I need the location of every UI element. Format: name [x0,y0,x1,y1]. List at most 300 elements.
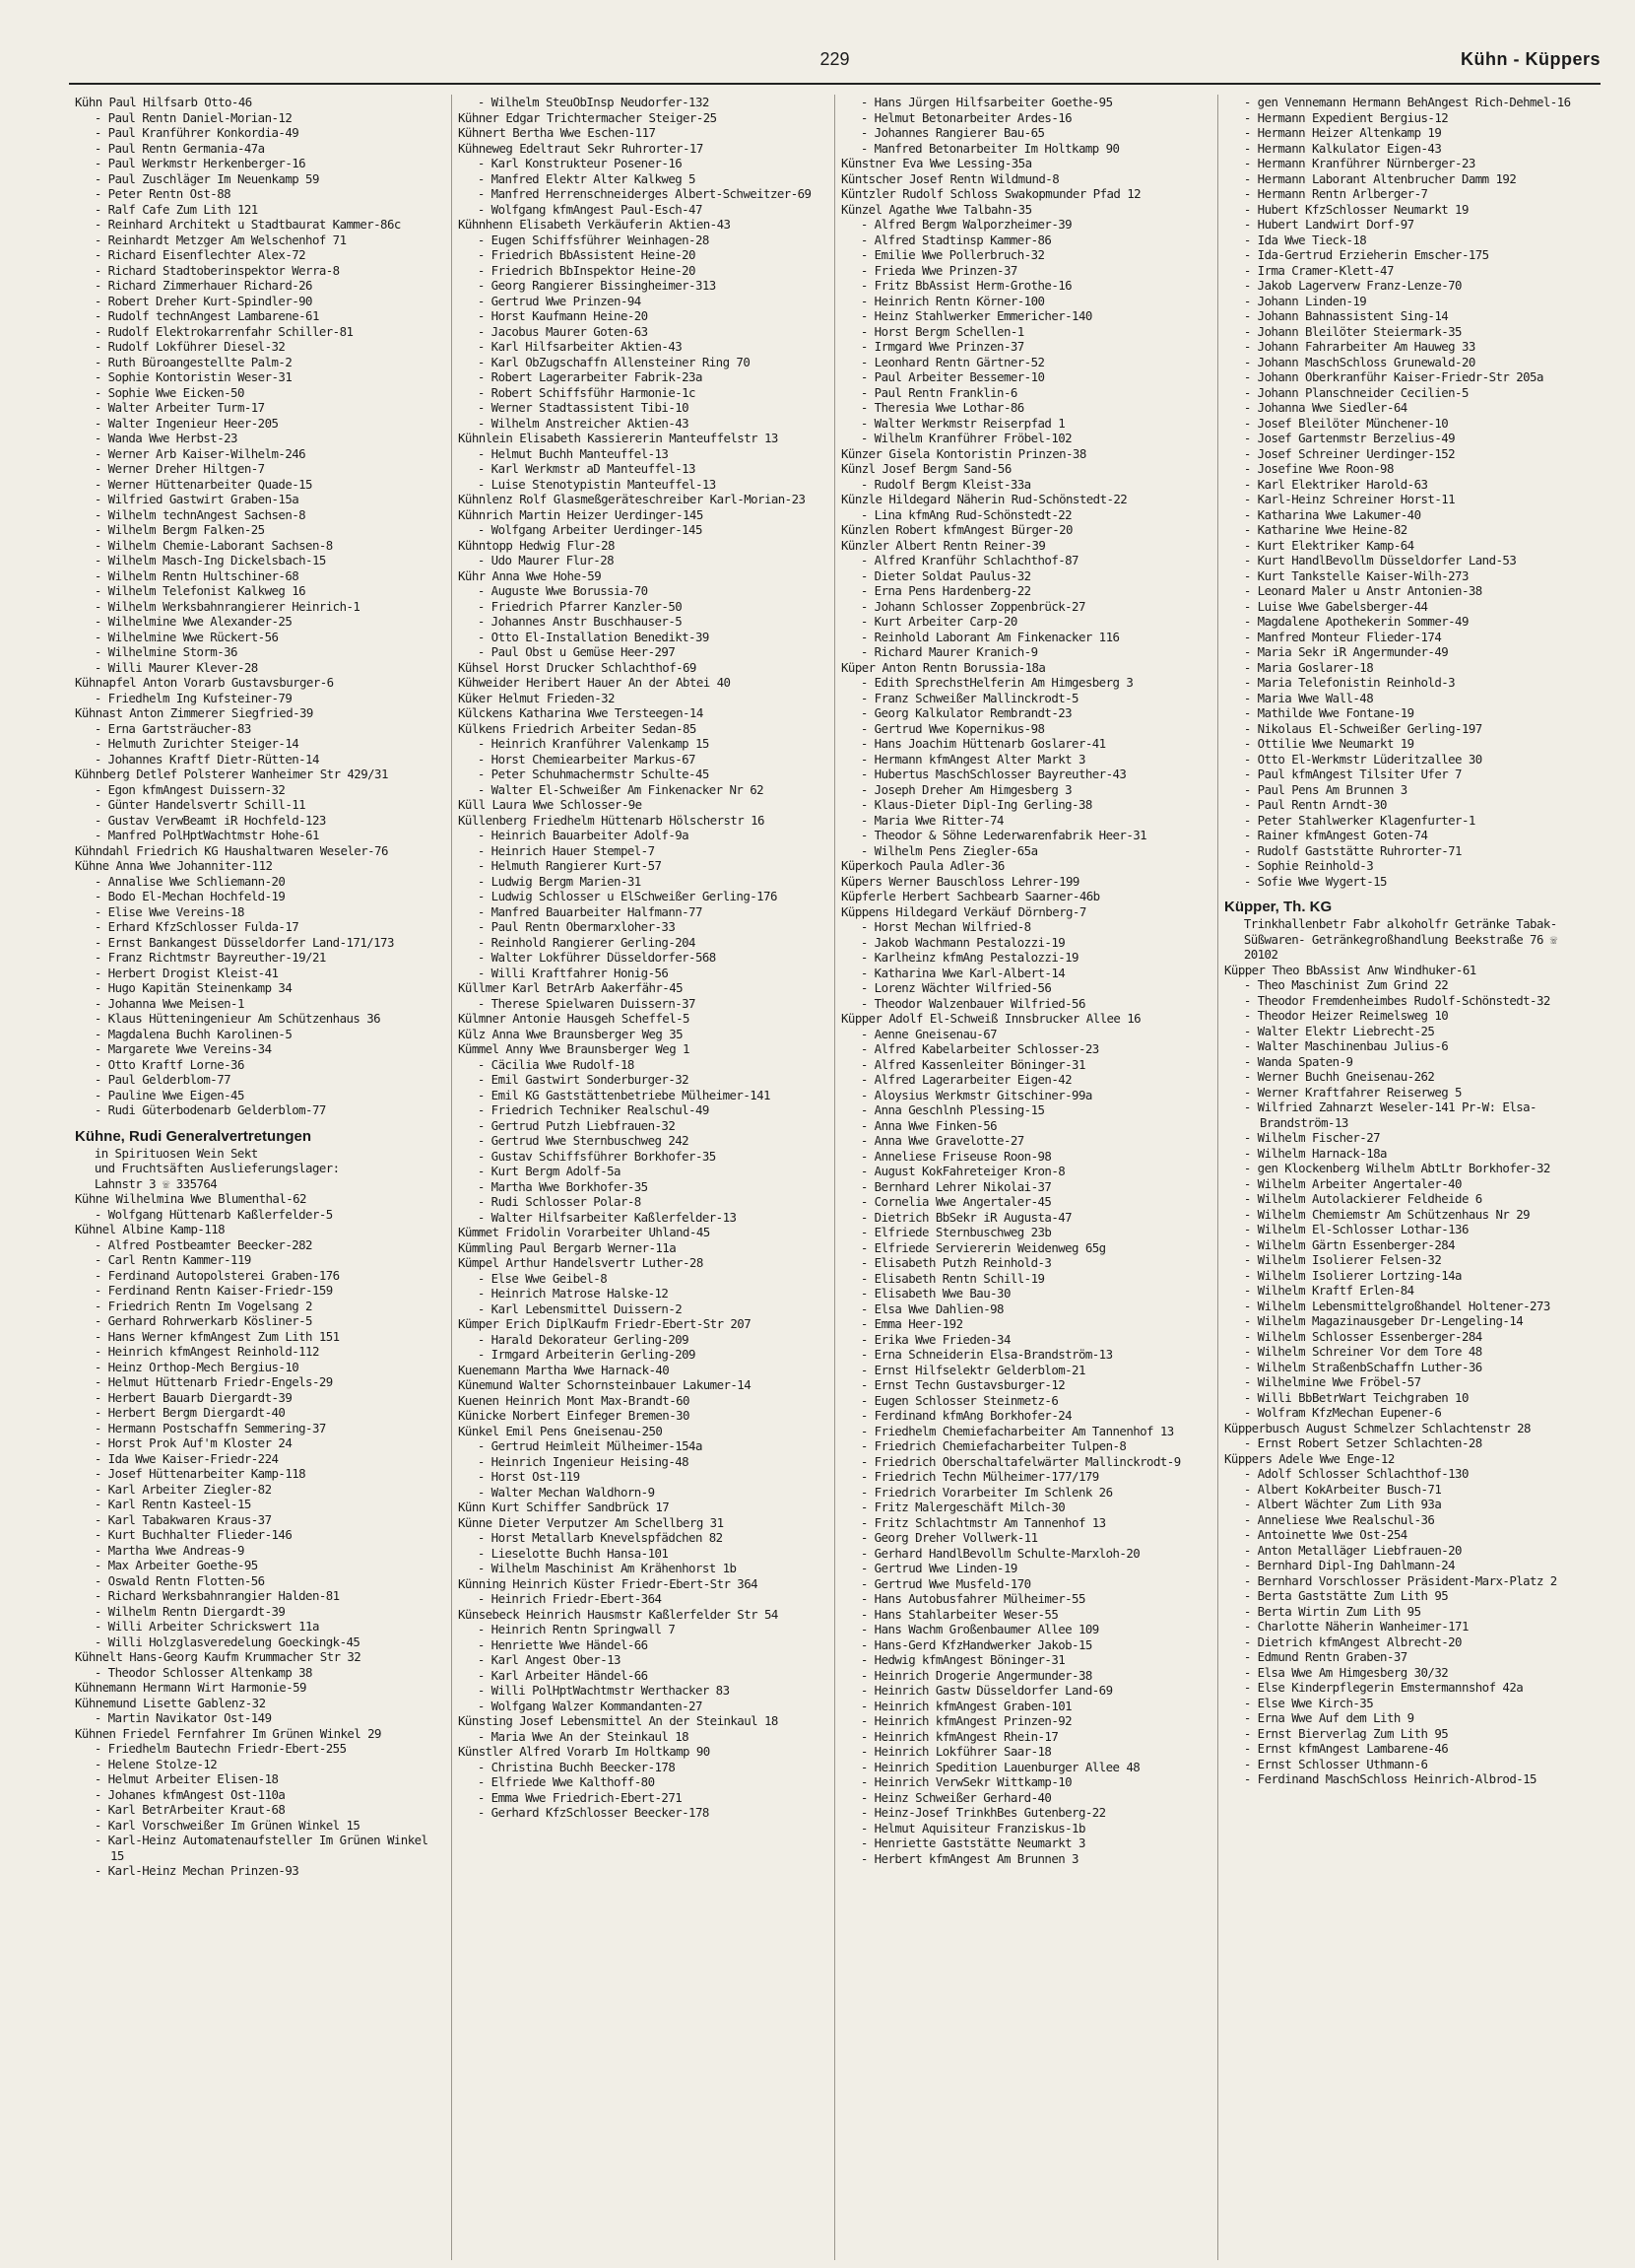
directory-entry: - Richard Eisenflechter Alex-72 [94,247,306,262]
directory-entry: - Elfriede Sternbuschweg 23b [860,1225,1052,1239]
directory-entry: - Gertrud Heimleit Mülheimer-154a [477,1438,702,1453]
directory-entry: - Wilhelm Maschinist Am Krähenhorst 1b [477,1561,737,1575]
directory-entry: - Hermann Rentn Arlberger-7 [1243,186,1428,201]
directory-entry: - Ralf Cafe Zum Lith 121 [94,201,258,217]
directory-entry: - Elisabeth Wwe Bau-30 [860,1286,1011,1301]
directory-entry: Küpferle Herbert Sachbearb Saarner-46b [841,889,1100,903]
directory-entry: - Martha Wwe Borkhofer-35 [477,1178,648,1194]
directory-entry: - Christina Buchh Beecker-178 [477,1759,676,1774]
directory-entry: Külmner Antonie Hausgeh Scheffel-5 [458,1011,689,1026]
directory-entry: Künn Kurt Schiffer Sandbrück 17 [458,1500,670,1514]
directory-entry: - Helmut Buchh Manteuffel-13 [477,445,669,461]
directory-entry: - Josef Hüttenarbeiter Kamp-118 [94,1466,306,1481]
directory-entry: Külz Anna Wwe Braunsberger Weg 35 [458,1026,684,1041]
directory-entry: - Karl Vorschweißer Im Grünen Winkel 15 [94,1817,360,1833]
directory-entry: - Emil Gastwirt Sonderburger-32 [477,1072,689,1087]
directory-entry: - Josefine Wwe Roon-98 [1243,461,1394,476]
directory-entry: - Manfred Betonarbeiter Im Holtkamp 90 [860,140,1120,156]
directory-entry: - Heinrich VerwSekr Wittkamp-10 [860,1774,1073,1789]
directory-entry: - Rudolf technAngest Lambarene-61 [94,308,319,323]
directory-entry: - Wilhelm SteuObInsp Neudorfer-132 [477,95,709,109]
directory-entry: - Hans Joachim Hüttenarb Goslarer-41 [860,736,1106,751]
directory-entry: - Gertrud Wwe Musfeld-170 [860,1575,1031,1591]
directory-entry: - Leonhard Rentn Gärtner-52 [860,354,1045,369]
directory-entry: - Karl Tabakwaren Kraus-37 [94,1511,272,1527]
directory-entry: - Wilhelm Schlosser Essenberger-284 [1243,1328,1482,1344]
directory-entry: Künne Dieter Verputzer Am Schellberg 31 [458,1514,724,1530]
directory-entry: - Otto Kraftf Lorne-36 [94,1056,244,1072]
column-1 [69,95,451,2260]
directory-entry: - Wilhelm Rentn Diergardt-39 [94,1603,286,1619]
directory-entry: - Leonard Maler u Anstr Antonien-38 [1243,583,1482,598]
directory-entry: - Jacobus Maurer Goten-63 [477,323,648,339]
directory-entry: - Friedhelm Chemiefacharbeiter Am Tannenhof 13 [860,1423,1174,1438]
directory-entry: - Charlotte Näherin Wanheimer-171 [1243,1619,1469,1634]
directory-entry: - Werner Hüttenarbeiter Quade-15 [94,476,312,492]
directory-entry: - Hans Autobusfahrer Mülheimer-55 [860,1591,1085,1606]
directory-entry: - Robert Dreher Kurt-Spindler-90 [94,293,312,308]
directory-entry: - Otto El-Installation Benedikt-39 [477,629,709,644]
directory-entry: - Ferdinand Autopolsterei Graben-176 [94,1267,340,1283]
directory-entry: - Aloysius Werkmstr Gitschiner-99a [860,1087,1092,1102]
directory-entry: - Hans Jürgen Hilfsarbeiter Goethe-95 [860,95,1113,109]
directory-entry: - Nikolaus El-Schweißer Gerling-197 [1243,720,1482,736]
directory-entry: Künstner Eva Wwe Lessing-35a [841,156,1032,170]
directory-entry: - Helene Stolze-12 [94,1756,218,1771]
directory-entry: - Johann Oberkranführ Kaiser-Friedr-Str 205a [1243,369,1543,384]
directory-entry: Kümmling Paul Bergarb Werner-11a [458,1239,677,1255]
directory-entry: - Elisabeth Putzh Reinhold-3 [860,1255,1052,1270]
directory-entry: Künkel Emil Pens Gneisenau-250 [458,1423,663,1438]
directory-entry: - Wolfgang Arbeiter Uerdinger-145 [477,522,702,537]
directory-entry: - Werner Dreher Hiltgen-7 [94,461,265,476]
directory-entry: - Gertrud Wwe Prinzen-94 [477,293,641,308]
directory-entry: - Carl Rentn Kammer-119 [94,1252,251,1267]
directory-entry: - Kurt Elektriker Kamp-64 [1243,537,1414,553]
directory-entry: - Karl-Heinz Automatenaufsteller Im Grünen Winkel 15 [94,1833,428,1863]
directory-entry: - Paul Rentn Germania-47a [94,140,265,156]
directory-entry: Kühnast Anton Zimmerer Siegfried-39 [75,705,313,720]
directory-entry: Küpper Theo BbAssist Anw Windhuker-61 [1224,962,1476,977]
directory-entry: Kümper Erich DiplKaufm Friedr-Ebert-Str 207 [458,1316,752,1331]
directory-entry: - Maria Wwe Wall-48 [1243,690,1374,705]
directory-entry: - Helmut Hüttenarb Friedr-Engels-29 [94,1374,333,1389]
advert-line: Lahnstr 3 ☏ 335764 [94,1175,218,1191]
directory-entry: - Paul kfmAngest Tilsiter Ufer 7 [1243,767,1462,781]
directory-entry: - Heinrich kfmAngest Graben-101 [860,1698,1073,1713]
directory-entry: - Heinz Schweißer Gerhard-40 [860,1789,1052,1805]
directory-entry: - Wilhelm Werksbahnrangierer Heinrich-1 [94,598,360,614]
directory-entry: - Magdalene Apothekerin Sommer-49 [1243,614,1469,629]
directory-entry: - Alfred Bergm Walporzheimer-39 [860,217,1073,232]
directory-entry: Künsebeck Heinrich Hausmstr Kaßlerfelder Str 54 [458,1606,778,1622]
directory-entry: - Johanna Wwe Meisen-1 [94,995,244,1011]
directory-entry: - gen Vennemann Hermann BehAngest Rich-Dehmel-16 [1243,95,1571,109]
directory-entry: - Eugen Schiffsführer Weinhagen-28 [477,232,709,247]
directory-entry: - Ernst Robert Setzer Schlachten-28 [1243,1435,1482,1450]
directory-entry: - Helmuth Zurichter Steiger-14 [94,736,299,751]
directory-entry: - Luise Wwe Gabelsberger-44 [1243,598,1428,614]
directory-entry: - Georg Rangierer Bissingheimer-313 [477,278,716,293]
directory-entry: - Heinrich Hauer Stempel-7 [477,842,655,858]
directory-entry: - Walter Ingenieur Heer-205 [94,415,279,431]
directory-entry: - Irma Cramer-Klett-47 [1243,262,1394,278]
directory-entry: - Wilhelm Anstreicher Aktien-43 [477,415,689,431]
directory-entry: Kümmel Anny Wwe Braunsberger Weg 1 [458,1041,689,1056]
directory-entry: Küpper Adolf El-Schweiß Innsbrucker Allee 16 [841,1011,1142,1026]
page-number: 229 [819,49,850,69]
directory-entry: - Heinrich Ingenieur Heising-48 [477,1453,689,1469]
directory-entry: - Ernst Bankangest Düsseldorfer Land-171/173 [94,934,394,950]
directory-entry: - Alfred Kabelarbeiter Schlosser-23 [860,1041,1099,1056]
directory-entry: - Paul Gelderblom-77 [94,1072,231,1087]
directory-entry: - Gustav Schiffsführer Borkhofer-35 [477,1148,716,1164]
directory-entry: Künning Heinrich Küster Friedr-Ebert-Str 364 [458,1575,758,1591]
directory-entry: - Johannes Kraftf Dietr-Rütten-14 [94,751,319,767]
directory-entry: - Helmut Aquisiteur Franziskus-1b [860,1820,1085,1835]
directory-entry: - Wolfgang Walzer Kommandanten-27 [477,1698,702,1713]
directory-entry: - Paul Zuschläger Im Neuenkamp 59 [94,170,319,186]
directory-entry: - Ernst Schlosser Uthmann-6 [1243,1756,1428,1771]
directory-entry: - Herbert kfmAngest Am Brunnen 3 [860,1850,1079,1866]
directory-entry: - Kurt Arbeiter Carp-20 [860,614,1017,629]
directory-entry: - Edith SprechstHelferin Am Himgesberg 3 [860,675,1134,690]
directory-entry: - Wilhelm Fischer-27 [1243,1130,1381,1145]
directory-entry: - Emma Heer-192 [860,1316,963,1331]
directory-entry: - Karl-Heinz Schreiner Horst-11 [1243,492,1456,506]
directory-entry: - Adolf Schlosser Schlachthof-130 [1243,1466,1469,1481]
directory-entry: - Berta Gaststätte Zum Lith 95 [1243,1588,1449,1603]
directory-entry: - Franz Schweißer Mallinckrodt-5 [860,690,1079,705]
directory-entry: - Paul Rentn Obermarxloher-33 [477,919,676,934]
directory-entry: - Horst Prok Auf'm Kloster 24 [94,1435,293,1450]
directory-entry: - Hermann Heizer Altenkamp 19 [1243,125,1442,140]
directory-entry: - Heinz-Josef TrinkhBes Gutenberg-22 [860,1805,1106,1820]
directory-entry: - Rudi Güterbodenarb Gelderblom-77 [94,1102,326,1117]
directory-entry: - Helmuth Rangierer Kurt-57 [477,858,662,873]
directory-entry: Kühn Paul Hilfsarb Otto-46 [75,95,252,109]
directory-entry: - Alfred Lagerarbeiter Eigen-42 [860,1072,1073,1087]
directory-entry: - Fritz Malergeschäft Milch-30 [860,1500,1066,1514]
directory-entry: - Aenne Gneisenau-67 [860,1026,998,1041]
directory-entry: - Pauline Wwe Eigen-45 [94,1087,244,1102]
directory-entry: - Wilhelm Isolierer Lortzing-14a [1243,1267,1462,1283]
directory-entry: - Sophie Wwe Eicken-50 [94,384,244,400]
directory-entry: Kühnlenz Rolf Glasmeßgeräteschreiber Karl-Morian-23 [458,492,806,506]
directory-entry: - Hermann Laborant Altenbrucher Damm 192 [1243,170,1517,186]
directory-entry: - Annalise Wwe Schliemann-20 [94,873,286,889]
directory-entry: - Johann MaschSchloss Grunewald-20 [1243,354,1475,369]
directory-entry: - Gerhard KfzSchlosser Beecker-178 [477,1805,709,1820]
directory-entry: - Wilhelm StraßenbSchaffn Luther-36 [1243,1359,1482,1374]
directory-entry: - Heinrich Bauarbeiter Adolf-9a [477,828,689,842]
directory-entry: Künzlen Robert kfmAngest Bürger-20 [841,522,1073,537]
directory-entry: - Max Arbeiter Goethe-95 [94,1558,258,1572]
directory-entry: - Henriette Wwe Händel-66 [477,1636,648,1652]
page-header [69,43,1601,85]
directory-entry: - Walter Hilfsarbeiter Kaßlerfelder-13 [477,1209,737,1225]
directory-entry: - Bodo El-Mechan Hochfeld-19 [94,889,286,903]
directory-entry: - Franz Richtmstr Bayreuther-19/21 [94,950,326,965]
directory-entry: - Hans Stahlarbeiter Weser-55 [860,1606,1059,1622]
directory-entry: - Berta Wirtin Zum Lith 95 [1243,1603,1421,1619]
directory-entry: - Paul Kranführer Konkordia-49 [94,125,299,140]
directory-entry: - Ruth Büroangestellte Palm-2 [94,354,293,369]
directory-entry: - Erna Gartsträucher-83 [94,720,251,736]
directory-entry: - Wilhelm Rentn Hultschiner-68 [94,567,299,583]
directory-columns [69,95,1601,2260]
directory-entry: - Heinrich Rentn Körner-100 [860,293,1045,308]
directory-entry: - Werner Kraftfahrer Reiserweg 5 [1243,1084,1462,1100]
directory-entry: - Walter Lokführer Düsseldorfer-568 [477,950,716,965]
directory-entry: - August KokFahreteiger Kron-8 [860,1164,1066,1178]
directory-entry: - Alfred Kranführ Schlachthof-87 [860,553,1079,567]
directory-entry: - Karl Hilfsarbeiter Aktien-43 [477,339,683,354]
directory-entry: - Ida Wwe Tieck-18 [1243,232,1367,247]
directory-entry: - Sophie Reinhold-3 [1243,858,1374,873]
directory-entry: - Maria Goslarer-18 [1243,659,1374,675]
directory-entry: - Manfred PolHptWachtmstr Hohe-61 [94,828,319,842]
directory-entry: - Hans-Gerd KfzHandwerker Jakob-15 [860,1636,1092,1652]
directory-entry: - Erhard KfzSchlosser Fulda-17 [94,919,299,934]
directory-entry: - Rudolf Bergm Kleist-33a [860,476,1031,492]
directory-entry: - Ernst kfmAngest Lambarene-46 [1243,1741,1449,1756]
directory-entry: - Wilhelm Chemiemstr Am Schützenhaus Nr 29 [1243,1206,1531,1222]
directory-entry: - Friedhelm Ing Kufsteiner-79 [94,690,293,705]
directory-entry: - Wilhelm Kraftf Erlen-84 [1243,1283,1414,1298]
directory-entry: - Richard Maurer Kranich-9 [860,644,1038,659]
directory-entry: - Herbert Bauarb Diergardt-39 [94,1389,293,1405]
directory-entry: - Johann Bahnassistent Sing-14 [1243,308,1449,323]
directory-entry: Küll Laura Wwe Schlosser-9e [458,797,642,812]
directory-entry: - Richard Werksbahnrangier Halden-81 [94,1588,340,1603]
directory-entry: - Peter Rentn Ost-88 [94,186,231,201]
directory-entry: - Werner Stadtassistent Tibi-10 [477,400,689,415]
directory-entry: - Wilhelm Bergm Falken-25 [94,522,265,537]
directory-entry: - Katharina Wwe Karl-Albert-14 [860,965,1066,980]
directory-entry: Kümpel Arthur Handelsvertr Luther-28 [458,1255,703,1270]
directory-entry: - Paul Rentn Daniel-Morian-12 [94,109,293,125]
directory-entry: - Theodor & Söhne Lederwarenfabrik Heer-31 [860,828,1147,842]
directory-entry: - Ernst Hilfselektr Gelderblom-21 [860,1362,1085,1377]
directory-entry: - Alfred Postbeamter Beecker-282 [94,1236,312,1252]
directory-entry: - Erna Schneiderin Elsa-Brandström-13 [860,1347,1113,1362]
directory-entry: - Oswald Rentn Flotten-56 [94,1572,265,1588]
directory-entry: - Karl Rentn Kasteel-15 [94,1497,251,1511]
directory-entry: - Reinhardt Metzger Am Welschenhof 71 [94,232,347,247]
directory-entry: - Irmgard Arbeiterin Gerling-209 [477,1347,695,1362]
directory-entry: - Wilhelm Chemie-Laborant Sachsen-8 [94,537,333,553]
directory-entry: - Lorenz Wächter Wilfried-56 [860,980,1052,995]
directory-entry: - Willi BbBetrWart Teichgraben 10 [1243,1389,1469,1405]
directory-entry: - Theodor Fremdenheimbes Rudolf-Schönstedt-32 [1243,992,1550,1008]
directory-entry: - Hermann Kalkulator Eigen-43 [1243,140,1442,156]
directory-entry: - Wilhelm Masch-Ing Dickelsbach-15 [94,553,326,567]
directory-entry: - Karl BetrArbeiter Kraut-68 [94,1802,286,1817]
directory-entry: - Friedrich Pfarrer Kanzler-50 [477,598,683,614]
directory-entry: - Anna Wwe Gravelotte-27 [860,1133,1024,1148]
directory-entry: - Wilhelm Kranführer Fröbel-102 [860,431,1073,445]
directory-entry: - Otto El-Werkmstr Lüderitzallee 30 [1243,751,1482,767]
directory-entry: - Wanda Spaten-9 [1243,1053,1353,1069]
directory-entry: - Elisabeth Rentn Schill-19 [860,1270,1045,1286]
directory-entry: - Albert Wächter Zum Lith 93a [1243,1497,1442,1511]
directory-entry: Kühnlein Elisabeth Kassiererin Manteuffelstr 13 [458,431,778,445]
directory-entry: Kühnrich Martin Heizer Uerdinger-145 [458,506,703,522]
directory-entry: Küpers Werner Bauschloss Lehrer-199 [841,873,1079,889]
directory-entry: - Wilhelm Arbeiter Angertaler-40 [1243,1175,1462,1191]
directory-entry: - Theodor Heizer Reimelsweg 10 [1243,1008,1449,1023]
directory-entry: - Henriette Gaststätte Neumarkt 3 [860,1835,1085,1850]
directory-entry: - Rudolf Gaststätte Ruhrorter-71 [1243,842,1462,858]
directory-entry: - Lieselotte Buchh Hansa-101 [477,1545,669,1561]
directory-entry: - Klaus-Dieter Dipl-Ing Gerling-38 [860,797,1092,812]
directory-entry: - Hermann kfmAngest Alter Markt 3 [860,751,1085,767]
directory-entry: - Heinrich Friedr-Ebert-364 [477,1591,662,1606]
directory-entry: - Magdalena Buchh Karolinen-5 [94,1026,293,1041]
directory-entry: Küppens Hildegard Verkäuf Dörnberg-7 [841,903,1086,919]
directory-entry: - Wilhelm Autolackierer Feldheide 6 [1243,1191,1482,1206]
directory-entry: - Johann Bleilöter Steiermark-35 [1243,323,1462,339]
directory-entry: Küperkoch Paula Adler-36 [841,858,1005,873]
directory-entry: Küllenberg Friedhelm Hüttenarb Hölscherstr 16 [458,812,764,828]
directory-entry: - Therese Spielwaren Duissern-37 [477,995,695,1011]
directory-entry: - Erna Pens Hardenberg-22 [860,583,1031,598]
directory-entry: - Anneliese Friseuse Roon-98 [860,1148,1052,1164]
directory-entry: - Eugen Schlosser Steinmetz-6 [860,1392,1059,1408]
directory-entry: - Werner Buchh Gneisenau-262 [1243,1069,1435,1084]
directory-entry: - Wilhelm Gärtn Essenberger-284 [1243,1236,1456,1252]
directory-entry: Kühnen Friedel Fernfahrer Im Grünen Winkel 29 [75,1725,381,1741]
directory-entry: - Karl ObZugschaffn Allensteiner Ring 70 [477,354,751,369]
directory-entry: - Wilhelm Lebensmittelgroßhandel Holtener-273 [1243,1298,1550,1313]
directory-entry: - Georg Dreher Vollwerk-11 [860,1530,1038,1545]
directory-entry: - Johann Planschneider Cecilien-5 [1243,384,1469,400]
directory-entry: - Elfriede Wwe Kalthoff-80 [477,1774,655,1789]
directory-entry: - Horst Bergm Schellen-1 [860,323,1024,339]
directory-entry: - Gertrud Putzh Liebfrauen-32 [477,1117,676,1133]
directory-entry: Kümmet Fridolin Vorarbeiter Uhland-45 [458,1225,710,1239]
directory-entry: - Friedrich BbAssistent Heine-20 [477,247,695,262]
directory-entry: - Reinhard Architekt u Stadtbaurat Kammer-86c [94,217,401,232]
directory-entry: - Hermann Postschaffn Semmering-37 [94,1420,326,1435]
directory-entry: - Willi Kraftfahrer Honig-56 [477,965,669,980]
directory-entry: - Irmgard Wwe Prinzen-37 [860,339,1024,354]
directory-entry: - Wilhelm Harnack-18a [1243,1145,1387,1161]
directory-entry: - Johann Linden-19 [1243,293,1367,308]
directory-entry: - Rudolf Elektrokarrenfahr Schiller-81 [94,323,354,339]
directory-entry: Kühnert Bertha Wwe Eschen-117 [458,125,656,140]
directory-entry: - Dietrich BbSekr iR Augusta-47 [860,1209,1073,1225]
directory-entry: - Heinrich Spedition Lauenburger Allee 48 [860,1759,1141,1774]
directory-entry: Küllmer Karl BetrArb Aakerfähr-45 [458,980,684,995]
directory-entry: - Robert Lagerarbeiter Fabrik-23a [477,369,702,384]
directory-entry: - Josef Gartenmstr Berzelius-49 [1243,431,1456,445]
directory-entry: - Gertrud Wwe Sternbuschweg 242 [477,1133,689,1148]
advert-line: und Fruchtsäften Auslieferungslager: [94,1161,340,1175]
directory-entry: - Walter Werkmstr Reiserpfad 1 [860,415,1066,431]
directory-entry: Kuenemann Martha Wwe Harnack-40 [458,1362,670,1377]
directory-entry: - Maria Sekr iR Angermunder-49 [1243,644,1449,659]
directory-entry: - Harald Dekorateur Gerling-209 [477,1331,689,1347]
directory-entry: - Mathilde Wwe Fontane-19 [1243,705,1414,720]
directory-entry: Künsting Josef Lebensmittel An der Steinkaul 18 [458,1713,778,1728]
column-4 [1217,95,1601,2260]
directory-entry: - Paul Werkmstr Herkenberger-16 [94,156,306,170]
directory-entry: - Alfred Stadtinsp Kammer-86 [860,232,1052,247]
directory-entry: - Rudolf Lokführer Diesel-32 [94,339,286,354]
directory-entry: - Willi Maurer Klever-28 [94,659,258,675]
directory-entry: - Klaus Hütteningenieur Am Schützenhaus 36 [94,1011,381,1026]
directory-entry: - Gerhard Rohrwerkarb Kösliner-5 [94,1313,312,1328]
directory-entry: - Heinrich Lokführer Saar-18 [860,1744,1052,1759]
directory-entry: - Friedrich Rentn Im Vogelsang 2 [94,1298,312,1313]
directory-entry: - Dieter Soldat Paulus-32 [860,567,1031,583]
directory-entry: - Horst Ost-119 [477,1469,580,1484]
directory-entry: - Theodor Walzenbauer Wilfried-56 [860,995,1085,1011]
directory-entry: - Ernst Techn Gustavsburger-12 [860,1377,1066,1392]
directory-entry: - Wilhelmine Storm-36 [94,644,237,659]
directory-entry: - Manfred Monteur Flieder-174 [1243,629,1442,644]
running-head: Kühn - Küppers [1461,49,1601,69]
directory-entry: - Walter El-Schweißer Am Finkenacker Nr 62 [477,781,764,797]
directory-entry: - Karl Arbeiter Händel-66 [477,1667,648,1683]
directory-entry: - Willi Arbeiter Schrickswert 11a [94,1619,319,1634]
directory-entry: - Wilfried Gastwirt Graben-15a [94,492,299,506]
directory-entry: - Dietrich kfmAngest Albrecht-20 [1243,1634,1462,1649]
directory-entry: - Friedrich Techn Mülheimer-177/179 [860,1469,1099,1484]
directory-entry: - Paul Pens Am Brunnen 3 [1243,781,1407,797]
directory-entry: - Ida Wwe Kaiser-Friedr-224 [94,1450,279,1466]
directory-entry: Küntscher Josef Rentn Wildmund-8 [841,170,1060,186]
directory-entry: Kuenen Heinrich Mont Max-Brandt-60 [458,1392,689,1408]
directory-entry: - Gertrud Wwe Kopernikus-98 [860,720,1045,736]
directory-entry: Künzle Hildegard Näherin Rud-Schönstedt-22 [841,492,1128,506]
directory-entry: - Johannes Anstr Buschhauser-5 [477,614,683,629]
directory-entry: - Katharine Wwe Heine-82 [1243,522,1407,537]
directory-entry: - Herbert Bergm Diergardt-40 [94,1405,286,1420]
directory-entry: - Horst Kaufmann Heine-20 [477,308,648,323]
directory-entry: - Ernst Bierverlag Zum Lith 95 [1243,1725,1449,1741]
directory-entry: - Elise Wwe Vereins-18 [94,903,244,919]
advert-line: in Spirituosen Wein Sekt [94,1145,258,1161]
directory-entry: - Anton Metalläger Liebfrauen-20 [1243,1542,1462,1558]
directory-entry: - Hubertus MaschSchlosser Bayreuther-43 [860,767,1127,781]
directory-entry: Künzler Albert Rentn Reiner-39 [841,537,1046,553]
directory-entry: - Emilie Wwe Pollerbruch-32 [860,247,1045,262]
directory-entry: - Josef Bleilöter Münchener-10 [1243,415,1449,431]
directory-entry: - Heinrich kfmAngest Reinhold-112 [94,1344,319,1359]
directory-entry: - Luise Stenotypistin Manteuffel-13 [477,476,716,492]
directory-entry: Kühnemund Lisette Gablenz-32 [75,1695,266,1710]
column-3 [834,95,1217,2260]
directory-entry: - Friedrich Techniker Realschul-49 [477,1102,709,1117]
directory-entry: Kühnapfel Anton Vorarb Gustavsburger-6 [75,675,334,690]
directory-entry: - Martin Navikator Ost-149 [94,1710,272,1725]
directory-entry: Küntzler Rudolf Schloss Swakopmunder Pfad 12 [841,186,1142,201]
directory-entry: - Reinhold Laborant Am Finkenacker 116 [860,629,1120,644]
directory-entry: Kühner Edgar Trichtermacher Steiger-25 [458,109,717,125]
directory-entry: - Maria Wwe Ritter-74 [860,812,1004,828]
section-heading: Küpper, Th. KG [1224,899,1333,915]
directory-entry: Küker Helmut Frieden-32 [458,690,615,705]
directory-entry: - Walter Mechan Waldhorn-9 [477,1484,655,1500]
directory-entry: - Anneliese Wwe Realschul-36 [1243,1511,1435,1527]
directory-entry: Küppers Adele Wwe Enge-12 [1224,1450,1395,1466]
directory-entry: Kühweider Heribert Hauer An der Abtei 40 [458,675,731,690]
directory-entry: Kühntopp Hedwig Flur-28 [458,537,615,553]
directory-entry: - Kurt HandlBevollm Düsseldorfer Land-53 [1243,553,1517,567]
